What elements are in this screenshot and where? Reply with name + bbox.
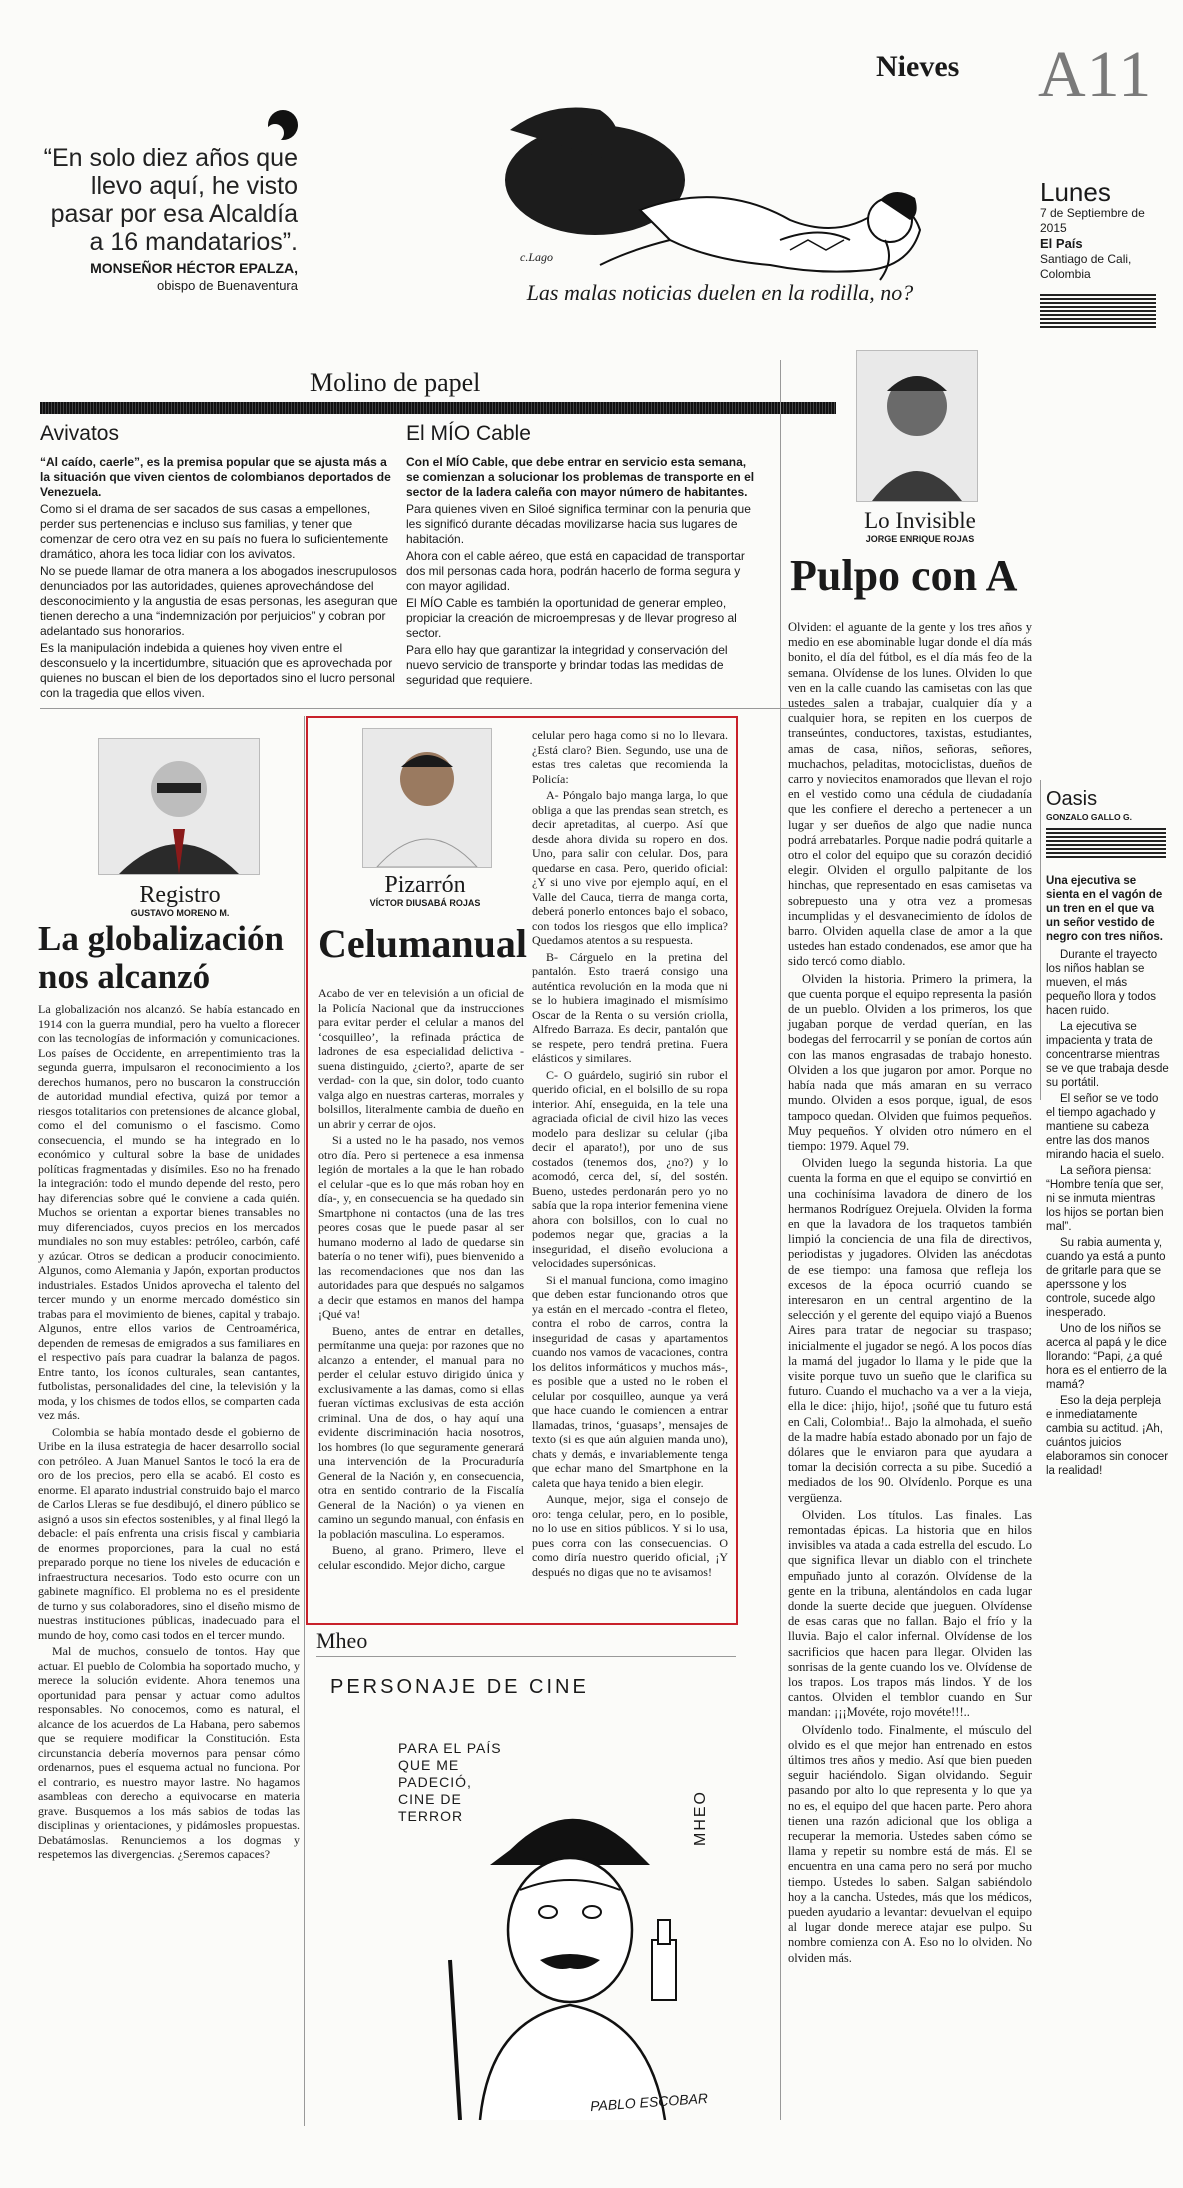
pizarron-c1-p3: Bueno, antes de entrar en detalles, permítanme una queja: por razones que no alcanzo a entender, el manual para no perder el celular estuvo dirigido única y exclusivamente a las damas, como si ellas fueran víctimas exclusivas de esta acción criminal. Una de dos, o hay aquí una evidente discriminación hacia nosotros, los hombres (lo que seguramente generará una intervención de la Procuraduría General de la Nación y, en consecuencia, otra en sentido contrario de la Fiscalía General de la Nación) o ya vienen en camino un segundo manual, con énfasis en la población masculina. Lo esperamos.: [318, 1323, 524, 1541]
divider-vertical-left: [304, 716, 305, 2126]
pizarron-column-name: Pizarrón: [384, 872, 466, 898]
registro-body: [38, 1002, 300, 1864]
avivatos-p1: Como si el drama de ser sacados de sus casas a empellones, perder sus pertenencias e incluso sus familias, y tener que comenzar de cero otra vez en su país no fuera lo suficientemente dramático, ahora les toca lidiar con los avivatos.: [40, 502, 389, 561]
oasis-p2: La ejecutiva se impacienta y trata de concentrarse mientras se ve que trabaja desde su portátil.: [1046, 1021, 1169, 1089]
avivatos-editorial: [40, 422, 400, 703]
registro-author: GUSTAVO MORENO M.: [130, 908, 230, 918]
cartoon-caption: Las malas noticias duelen en la rodilla, no?: [526, 280, 914, 305]
oasis-p1: Durante el trayecto los niños hablan se mueven, el más pequeño llora y todos hacen ruido.: [1046, 949, 1158, 1017]
pizarron-c1-p2: Si a usted no le ha pasado, nos vemos otro día. Pero si pertenece a esa inmensa legión de mortales a la que le han robado el celular -que es lo que más roban hoy en día-, y, en consecuencia se ha quedado sin Smartphone ni contactos (una de las tres peores cosas que le puede pasar al ser humano moderno al lado de quedarse sin batería o no tener wifi), pues bienvenido a las recomendaciones que nos dan las autoridades para que después no salgamos a decir que estamos en manos del hampa ¡Qué va!: [318, 1133, 524, 1321]
registro-headline: La globalización nos alcanzó: [38, 919, 284, 996]
invisible-p1: Olviden: el aguante de la gente y los tres años y medio en ese abominable lugar donde el día más bonito, el día del fútbol, es el día más feo de la semana. Olvídense de los lunes. Olviden lo que ven en la calle cuando las camisetas con las que ustedes salen a trabajar, cualquier día y a cualquier hora, se repiten en los cuerpos de transeúntes, conductores, taxistas, estudiantes, amas de casa, niños, señoras, señores, muchachos, peladitas, motociclistas, dueños de carro y noviecitos enamorados que llevan el rojo en el vestido como una cédula de ciudadanía que les confiere el derecho a pertenecer a un lugar y ser dueños de algo que nadie nunca podrá arrebatarles. Porque nadie podrá quitarle a otro el color del equipo que su corazón decidió elegir. Olviden el orgullo palpitante de los hinchas, que representado en esas camisetas va sobrepuesto una y otra vez a promesas incumplidas y el desvanecimiento de ídolos de barro. Olviden aquella clase de amor a la que ustedes han estado condenados, ese amor que ha sido tercó como diablo.: [788, 620, 1032, 969]
miocable-title: El MÍO Cable: [406, 422, 531, 445]
invisible-p3: Olviden luego la segunda historia. La que cuenta la forma en que el equipo se convirtió en una cochinísima lavadora de dinero de los hermanos Rodríguez Orejuela. Olviden la forma en que la lavadora de los traquetos también limpió la conciencia de una fila de directivos, periodistas y jugadores. Olviden las anécdotas de ese tiempo: una famosa que refleja los excesos de la época ocurrió cuando se interesaron en un central argentino de la selección y el gerente del equipo viajó a Buenos Aires para tratar de negociar su traspaso; inicialmente el jugador se negó. A los pocos días la mamá del jugador lo llama y le pide que la visite porque tuvo un sueño que le clarifica su futuro. Cuando el muchacho va a ver a la vieja, ella le dice: ¡hijo, hijo!, ¡soñé que tu futuro está en Cali, Colombia!.. Bajo la almohada, el sueño de la madre había estado abonado por un fajo de dólares que le enviaron para que ayudara a tomar la decisión correcta a su pibe. Sucedió a mediados de los 90. Olvídenlo. Porque es una vergüenza.: [788, 1156, 1032, 1505]
dateline: [1040, 178, 1170, 282]
invisible-author: JORGE ENRIQUE ROJAS: [865, 534, 975, 544]
invisible-body: [788, 620, 1032, 1968]
avivatos-p3: Es la manipulación indebida a quienes hoy viven entre el desconsuelo y la incertidumbre, situación que es aprovechada por quienes no buscan el bien de los deportados sino el lucro personal con la tragedia que ellos viven.: [40, 641, 395, 700]
cartoon-top: [490, 90, 950, 320]
author-photo-pizarron: [362, 728, 492, 868]
invisible-p5: Olvídenlo todo. Finalmente, el músculo del olvido es el que mejor han entrenado en estos últimos tres años y medio. Así que bien pueden seguir haciéndolo. Sigan olvidando. Seguir pasando por alto lo que representa y lo que ya no es, el equipo del que hacen parte. Pero ahora tienen una razón adicional que los obliga a recuperar la memoria. Ustedes saben cómo se llama y repetir su nombre está de más. El se encuentra en una cama pero no será por mucho tiempo. Ustedes lo saben. Salgan sabiéndolo hoy a la cancha. Ustedes, más que los médicos, pueden ayudario a levantar: devuelvan el equipo al lugar donde merece atajar ese pulpo. Su nombre comienza con A. Eso no lo olviden. No olviden más.: [788, 1722, 1032, 1965]
oasis-p7: Eso la deja perpleja e inmediatamente cambia su actitud. ¡Ah, cuántos juicios elaboramos sin conocer la realidad!: [1046, 1395, 1169, 1477]
miocable-p2: Ahora con el cable aéreo, que está en capacidad de transportar dos mil personas cada hora, podrán hacerlo de forma segura y con mayor agilidad.: [406, 549, 745, 593]
author-photo-registro: [98, 738, 260, 875]
quote-mark-icon-inner: [266, 124, 284, 142]
oasis-p4: La señora piensa: “Hombre tenía que ser, ni se inmuta mientras los hijos se portan bien mal”.: [1046, 1165, 1164, 1233]
pizarron-col1: [318, 986, 524, 1574]
pizarron-c1-p1: Acabo de ver en televisión a un oficial de la Policía Nacional que da instrucciones para evitar perder el celular a manos del ‘cosquilleo’, la refinada práctica de ladrones de esa especialidad delictiva -suena distinguido, ¿cierto?, aparte de ser verdad- con la que, sin dolor, todo cuanto valga algo en nuestras carteras, morrales y bolsillos, literalmente cambia de dueño en un abrir y cerrar de ojos.: [318, 986, 524, 1131]
registro-column-name: Registro: [139, 882, 221, 908]
avivatos-lead: “Al caído, caerle”, es la premisa popular que se ajusta más a la situación que viven cientos de colombianos deportados de Venezuela.: [40, 455, 391, 499]
miocable-editorial: [406, 422, 760, 690]
registro-p2: Colombia se había montado desde el gobierno de Uribe en la ilusa estrategia de hacer desarrollo social con petróleo. A Juan Manuel Santos le tocó la era de oro de los precios, pero ella se acabó. El costo es enorme. El aparato industrial construido bajo el marco de Carlos Lleras se fue desdibujó, el dinero público se asignó a usos sin efectos sostenibles, y al final llegó la debacle: el país enfrenta una crisis fiscal y cambiaria de enormes proporciones, para la cual no está preparado porque no tiene los niveles de educación e infraestructura necesarios. Todo esto ocurre con un gabinete magnífico. El problema no es el presidente de turno y sus colaboradores, sino el diseño mismo de nuestras instituciones públicas, inadecuado para el mundo de hoy, como casi todos en el tercer mundo.: [38, 1424, 300, 1642]
divider-vertical-right: [780, 360, 781, 2120]
author-photo-invisible: [856, 350, 978, 502]
pizarron-c2-p3: B- Cárguelo en la pretina del pantalón. Esto traerá consigo una auténtica revolución en la moda que ni se lo hubiera imaginado el mismísimo Oscar de la Renta o su versión criolla, Alfredo Barraza. Es decir, pantalón que se respete, pero tendrá pretina. Fuera elásticos y similares.: [532, 949, 728, 1065]
invisible-headline: Pulpo con A: [790, 551, 1018, 600]
oasis-author: GONZALO GALLO G.: [1046, 812, 1132, 822]
cartoon-escobar-drawing: [420, 1790, 730, 2120]
cartoon-escobar: [420, 1790, 730, 2120]
barcode-block: [1040, 292, 1156, 328]
pizarron-c2-p4: C- O guárdelo, sugirió sin rubor el querido oficial, en el bolsillo de su ropa interior. Ahí, enseguida, en la tele una agraciada oficial de civil hizo las veces modelo para deslizar su celular (¡iba decir el aparato!), por uno de sus costados (tenemos dos, ¿no?) y lo acomodó, cerca del, sí, del sostén. Bueno, ustedes perdonarán pero yo no sabía que la ropa interior femenina viene ahora con bolsillos, con lo cual no podemos negar que, gracias a la inseguridad, el diseño evoluciona a velocidades supersónicas.: [532, 1067, 728, 1270]
divider-vertical-oasis: [1040, 780, 1041, 1100]
pizarron-col2: [532, 728, 728, 1581]
oasis-p3: El señor se ve todo el tiempo agachado y mantiene su cabeza entre las dos manos mirando hacia el suelo.: [1046, 1093, 1165, 1161]
miocable-p3: El MÍO Cable es también la oportunidad de generar empleo, propiciar la creación de microempresas y de llevar progreso al sector.: [406, 596, 737, 640]
pizarron-headline: Celumanual: [318, 921, 527, 966]
registro-p1: La globalización nos alcanzó. Se había estancado en 1914 con la guerra mundial, pero ha vuelto a florecer con las tecnologías de información y comunicaciones. Los países de Occidente, en arrepentimiento tras la segunda guerra, impulsaron el reconocimiento a los derechos humanos, pero no buscaron la construcción de autoridad mundial efectiva, quizá por temor a riesgos totalitarios con pretensiones de alcance global, como el del comunismo o el fascismo. Como consecuencia, el mundo se ha integrado en lo económico y cultural sobre la base de unidades políticas fragmentadas y disímiles. Eso no ha frenado la integración: todo el mundo depende del resto, pero hay diferencias sobre qué le conviene a cada quién. Muchos se orientan a exportar bienes transables no muy diferenciados, cuyos precios en los mercados mundiales no son muy estables: petróleo, carbón, café y azúcar. Otros se dedican a producir conocimiento. Algunos, como Alemania y Japón, exportan productos industriales. Estados Unidos aprovecha el talento del tercer mundo y un enorme mercado doméstico sin trabas para el movimiento de bienes, capital y trabajo. Algunos, entre ellos varios de Centroamérica, dependen de remesas de emigrados a sus familiares en el respectivo país para cuadrar la balanza de pagos. Entre tanto, los íconos culturales, sean cantantes, futbolistas, personalidades del cine, la televisión y la moda, y los chismes de todos ellos, se comparten cada vez más.: [38, 1002, 300, 1422]
invisible-p4: Olviden. Los títulos. Las finales. Las remontadas épicas. La historia que en hilos invisibles va atada a cada estrella del escudo. Lo que significa llevar un diablo con el trinchete empuñado junto al corazón. Olvídense de la gente en la tribuna, alentándolos en cada lugar donde la suerte decide que jueguen. Olvídense de esas caras que no fallan. Bajo el frío y la lluvia. Bajo el calor infernal. Olvídense de los sacrificios que hacen para llegar. Olviden las sonrisas de la gente cuando los ve. Olvídense de los trapos. Los trapos más lindos. Y de los cantos. Olviden el temblor cuando en Sur mandan: ¡¡¡Movéte, rojo movéte!!!..: [788, 1507, 1032, 1720]
invisible-column-name: Lo Invisible: [864, 508, 976, 533]
divider-horizontal: [40, 708, 836, 709]
miocable-p4: Para ello hay que garantizar la integridad y conservación del nuevo servicio de transporte y brindar todas las medidas de seguridad que requiere.: [406, 643, 728, 687]
invisible-p2: Olviden la historia. Primero la primera, la que cuenta porque el equipo representa la pasión de un pueblo. Olviden a los primeros, los que jugaban porque de verdad querían, en las bodegas del ferrocarril y se ponían de cortos aún con las manos engrasadas de trabajo honesto. Olviden a los que jugaron por amor. Porque no había nada que más amaran en su verraco mundo. Olviden a esos porque, igual, de esos tampoco quedan. Olviden que fuimos pequeños. Muy pequeños. Y olviden otro número en el tiempo: 1979. Aquel 79.: [788, 971, 1032, 1153]
mheo-bubble: PARA EL PAÍS QUE ME PADECIÓ, CINE DE TERROR: [398, 1740, 502, 1824]
quote-author: MONSEÑOR HÉCTOR EPALZA,: [90, 260, 298, 276]
oasis-column: [1046, 788, 1170, 1480]
oasis-bar: [1046, 828, 1166, 858]
quote-role: obispo de Buenaventura: [157, 278, 298, 293]
pizarron-author: VÍCTOR DIUSABÁ ROJAS: [369, 898, 481, 908]
place: Santiago de Cali, Colombia: [1040, 252, 1132, 281]
miocable-lead: Con el MÍO Cable, que debe entrar en servicio esta semana, se comienzan a solucionar los problemas de transporte en el sector de la ladera caleña con mayor número de habitantes.: [406, 455, 755, 499]
pizarron-c2-p1: celular pero haga como si no lo llevara. ¿Está claro? Bien. Segundo, use una de estas tres caletas que recomienda la Policía:: [532, 728, 728, 786]
molino-bar: [40, 402, 836, 414]
avivatos-title: Avivatos: [40, 422, 119, 445]
mheo-rule: [316, 1656, 736, 1657]
molino-title: Molino de papel: [310, 368, 481, 397]
oasis-lead: Una ejecutiva se sienta en el vagón de un tren en el que va un señor vestido de negro con tres niños.: [1046, 875, 1163, 943]
pizarron-c2-p6: Aunque, mejor, siga el consejo de oro: tenga celular, pero, en lo posible, no lo use en sitios públicos. Y si lo usa, pues corra con las consecuencias. O como diría nuestro querido oficial, ¡Y después no digas que no te avisamos!: [532, 1492, 728, 1579]
quote-text: “En solo diez años que llevo aquí, he visto pasar por esa Alcaldía a 16 mandatarios”.: [43, 144, 298, 256]
miocable-p1: Para quienes viven en Siloé significa terminar con la penuria que les significó durante décadas movilizarse hacia sus lugares de habitación.: [406, 502, 751, 546]
pizarron-c2-p5: Si el manual funciona, como imagino que deben estar funcionando otros que ya están en el mercado -contra el fleteo, contra el robo de carros, contra la inseguridad de casas y apartamentos cuando nos vamos de vacaciones, contra los delitos informáticos y muchos más-, es posible que a usted no le roben el celular por cosquilleo, aunque ya verá que hace cuando le comiencen a entrar llamadas, trinos, ‘guasaps’, mensajes de texto (si es que aún alguien manda uno), chats y demás, e invariablemente tenga que echar mano del Smartphone en la caleta que haya tenido a bien elegir.: [532, 1272, 728, 1490]
date: 7 de Septiembre de 2015: [1040, 206, 1145, 235]
oasis-p5: Su rabia aumenta y, cuando ya está a punto de gritarle para que se aperssone y los controle, sucede algo inesperado.: [1046, 1237, 1166, 1319]
paper-name: El País: [1040, 236, 1083, 251]
pizarron-c1-p4: Bueno, al grano. Primero, lleve el celular escondido. Mejor dicho, cargue: [318, 1543, 524, 1572]
page-number: A11: [1038, 38, 1153, 111]
oasis-p6: Uno de los niños se acerca al papá y le dice llorando: “Papi, ¿a qué hora es el entierro de la mamá?: [1046, 1323, 1167, 1391]
cartoon-signature: c.Lago: [520, 250, 553, 264]
section-name: Nieves: [876, 50, 960, 83]
weekday: Lunes: [1040, 177, 1111, 207]
mheo-name: PABLO ESCOBAR: [589, 2089, 709, 2115]
oasis-title: Oasis: [1046, 788, 1098, 810]
mheo-heading: PERSONAJE DE CINE: [330, 1676, 589, 1698]
registro-p3: Mal de muchos, consuelo de tontos. Hay que actuar. El pueblo de Colombia ha soportado mucho, y merece la solución evidente. Ahora tenemos una oportunidad para pensar y actuar como adultos responsables. No conocemos, como es natural, el alcance de los acuerdos de La Habana, pero sabemos que se requiere modificar la Constitución. Esta circunstancia debería movernos para pensar cómo ordenarnos, pues el esquema actual no funciona. Por el contrario, es nuestro mayor lastre. No hagamos asambleas con derecho a equivocarse en materia grave. Busquemos a los más sabios de todas las disciplinas y orientaciones, y pidámosles propuestas. Debatámoslas. Renunciemos a los dogmas y respetemos las divergencias. ¿Seremos capaces?: [38, 1644, 300, 1861]
mheo-signature: MHEO: [692, 1790, 709, 1846]
avivatos-p2: No se puede llamar de otra manera a los abogados inescrupulosos denunciados por las autoridades, quienes aprovechándose del desconocimiento y la angustia de esas personas, les aseguran que tienen derecho a una “indemnización por perjuicios” y cobran por adelantado sus honorarios.: [40, 564, 398, 638]
pizarron-c2-p2: A- Póngalo bajo manga larga, lo que obliga a que las prendas sean stretch, es decir apretaditas, al cuerpo. Así que desde ahora divida su ropero en dos. Uno, para salir con celular. Dos, para quedarse en casa. Pero, querido oficial: ¿Y si uno vive por ejemplo aquí, en el Valle del Cauca, tierra de manga corta, deberá ponerlo entonces bajo el sobaco, con todos los riesgos que ello implica? Quedamos atentos a su respuesta.: [532, 788, 728, 947]
mheo-title: Mheo: [316, 1628, 368, 1653]
